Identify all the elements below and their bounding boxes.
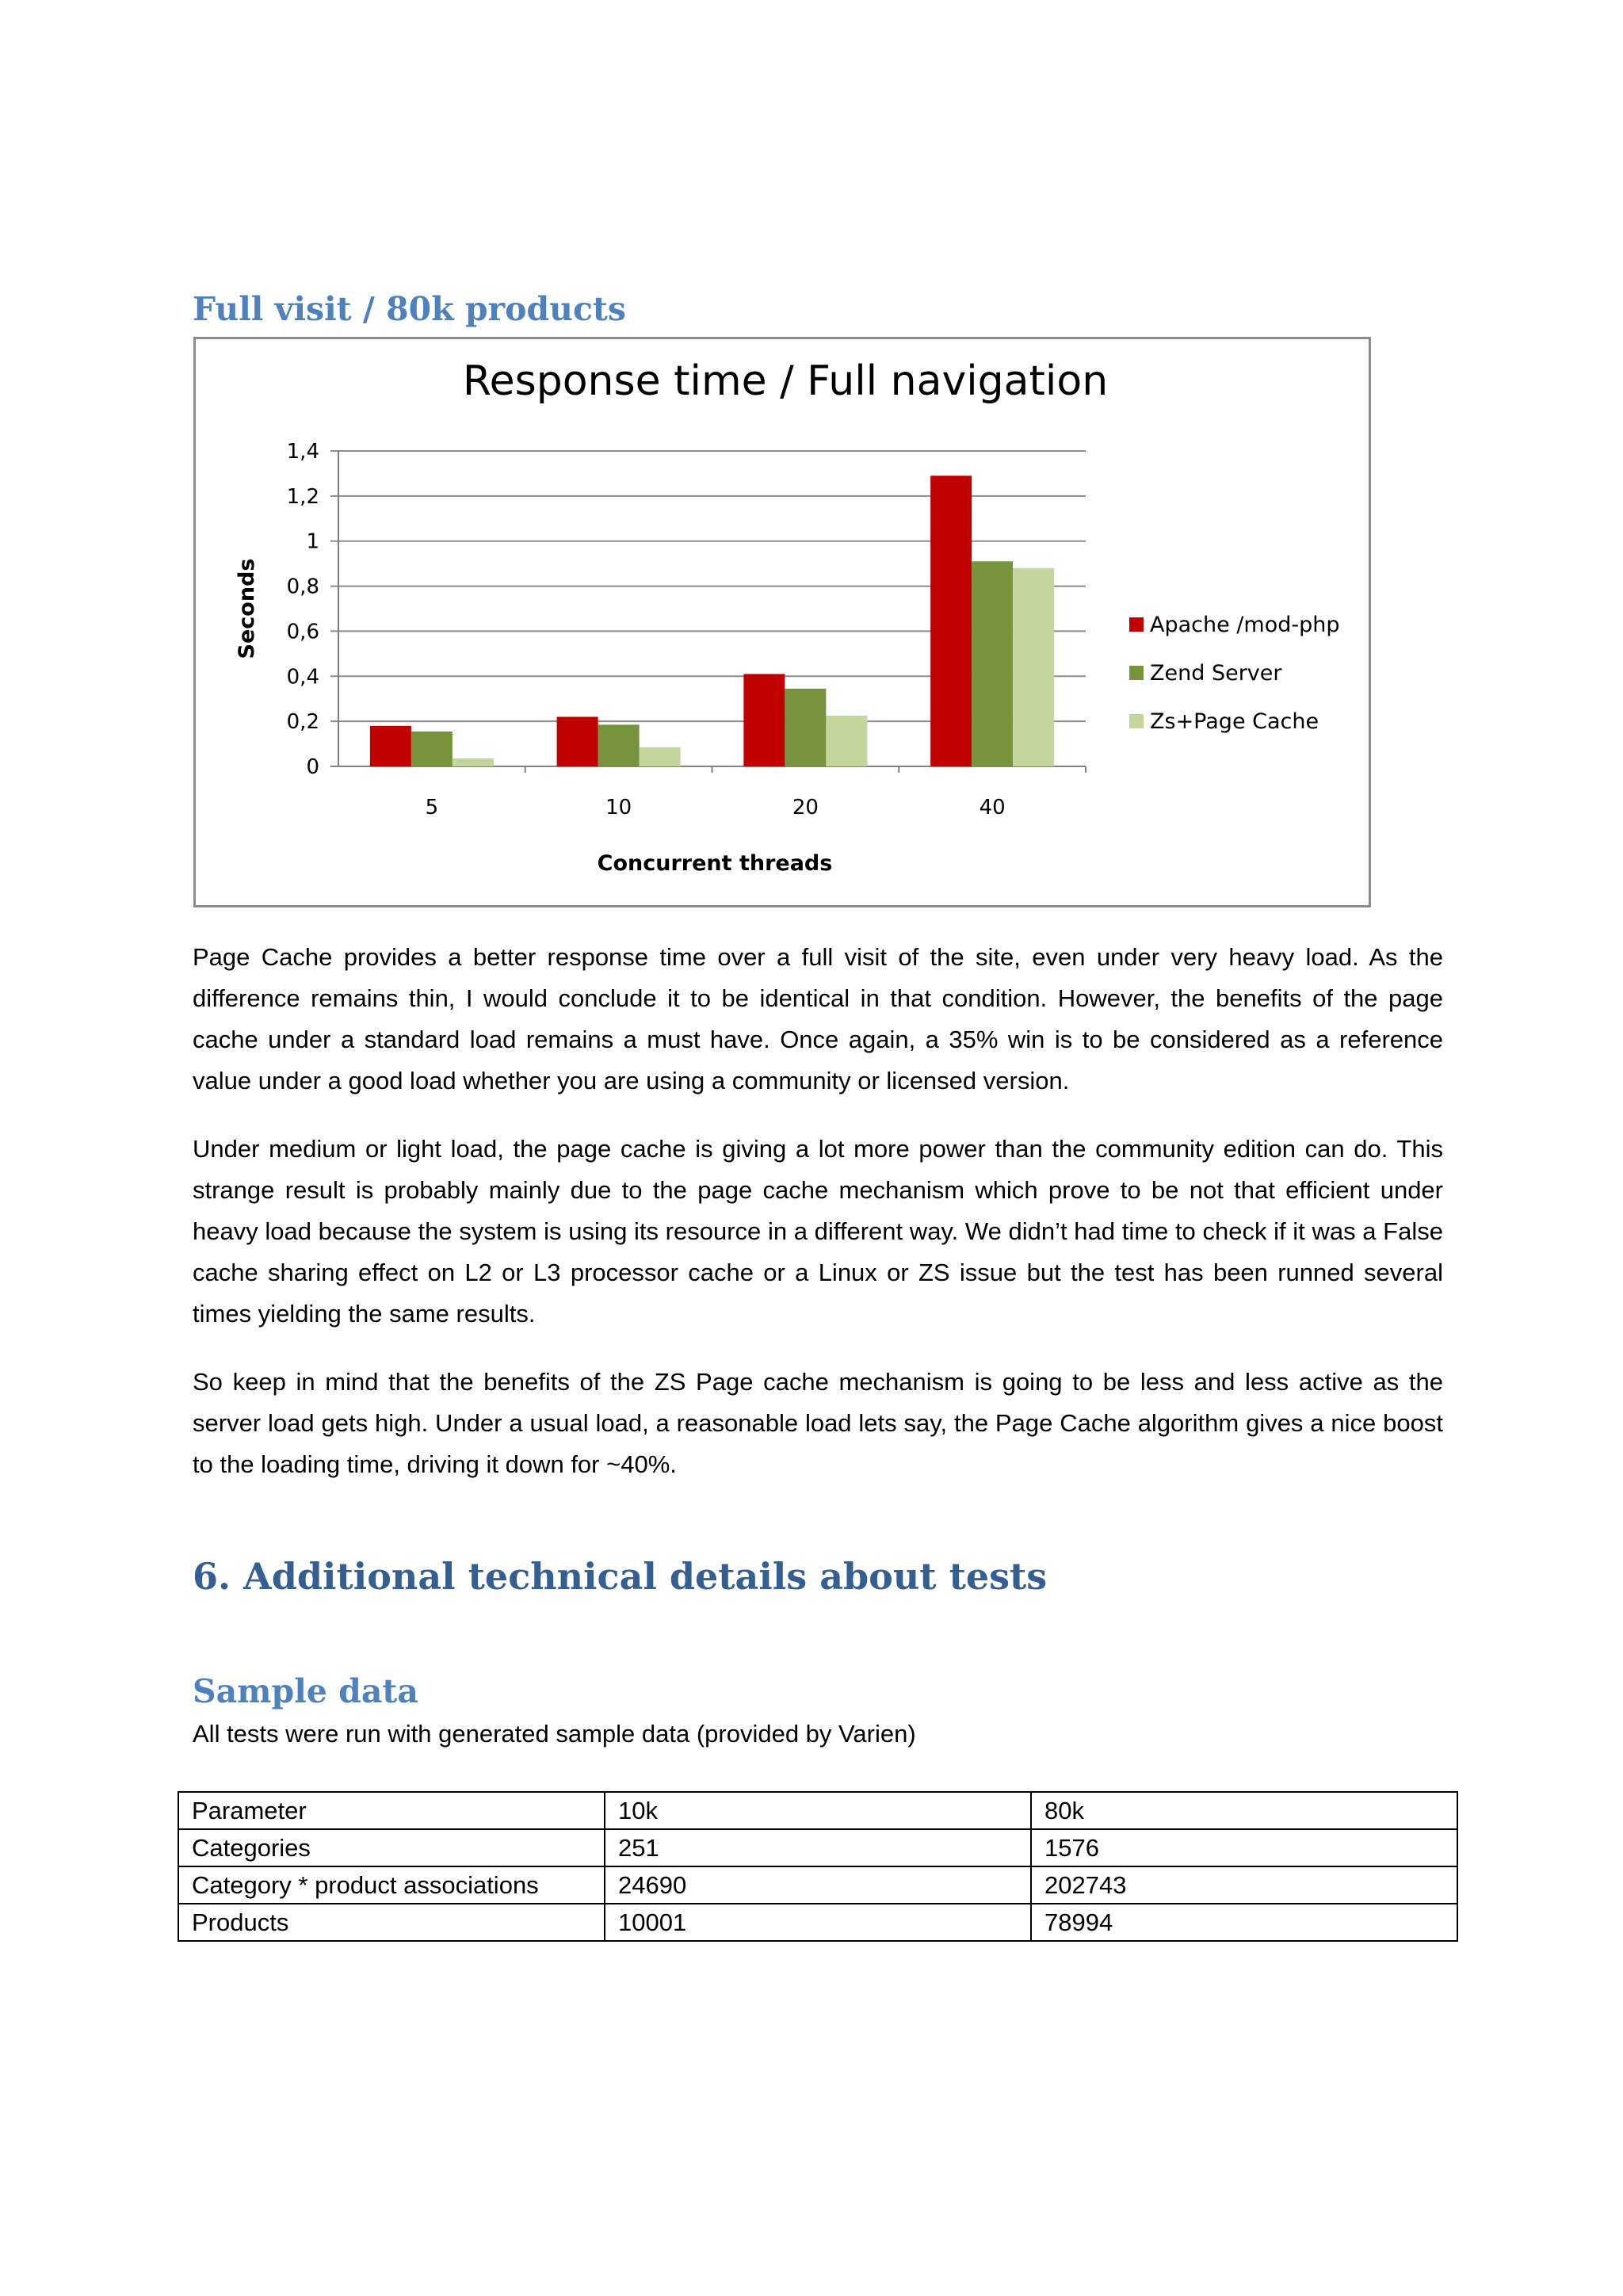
table-cell: 10k <box>605 1792 1031 1829</box>
bar <box>370 726 411 766</box>
response-time-chart <box>196 339 1369 905</box>
bar <box>453 758 494 766</box>
table-cell: Parameter <box>178 1792 605 1829</box>
y-tick-label: 0 <box>306 755 319 779</box>
bar <box>557 716 598 766</box>
bar <box>598 724 640 766</box>
y-tick-label: 0,6 <box>286 620 319 644</box>
table-cell: 1576 <box>1031 1829 1457 1866</box>
y-tick-label: 0,8 <box>286 575 319 599</box>
paragraph-1: Page Cache provides a better response time over a full visit of the site, even under very heavy load. As the difference remains thin, I would conclude it to be identical in that condition. However, the benefits of the page cache under a standard load remains a must have. Once again, a 35% win is to be considered as a reference value under a good load whether you are using a community or licensed version. <box>193 943 1443 1095</box>
bar <box>743 674 785 766</box>
table-row <box>178 1904 1457 1941</box>
x-tick-label: 40 <box>979 796 1006 819</box>
sample-data-intro: All tests were run with generated sample data (provided by Varien) <box>193 1720 916 1748</box>
table-cell: 251 <box>605 1829 1031 1866</box>
x-tick-label: 5 <box>425 796 439 819</box>
x-tick-label: 10 <box>605 796 632 819</box>
table-cell: Products <box>178 1904 605 1941</box>
table-cell: 10001 <box>605 1904 1031 1941</box>
bar <box>930 476 972 766</box>
table-row <box>178 1792 1457 1829</box>
table-cell: Category * product associations <box>178 1866 605 1904</box>
chart-title: Response time / Full navigation <box>462 357 1109 405</box>
bar <box>1013 568 1054 766</box>
legend-swatch <box>1129 617 1144 632</box>
table-cell: 202743 <box>1031 1866 1457 1904</box>
table-cell: Categories <box>178 1829 605 1866</box>
y-tick-label: 1,4 <box>286 440 319 464</box>
paragraph-2: Under medium or light load, the page cache is giving a lot more power than the community edition can do. This strange result is probably mainly due to the page cache mechanism which prove to be not that efficient under heavy load because the system is using its resource in a different way. We didn’t had time to check if it was a False cache sharing effect on L2 or L3 processor cache or a Linux or ZS issue but the test has been runned several times yielding the same results. <box>193 1135 1443 1328</box>
bar <box>972 561 1013 766</box>
table-cell: 78994 <box>1031 1904 1457 1941</box>
table-row <box>178 1829 1457 1866</box>
sample-data-title: Sample data <box>193 1672 418 1710</box>
y-tick-label: 1,2 <box>286 484 319 509</box>
legend-swatch <box>1129 666 1144 680</box>
chart-frame <box>193 337 1371 907</box>
table-cell: 24690 <box>605 1866 1031 1904</box>
sample-data-table <box>178 1791 1458 1942</box>
x-axis-label: Concurrent threads <box>597 851 833 876</box>
y-tick-label: 0,2 <box>286 710 319 735</box>
paragraph-3: So keep in mind that the benefits of the ZS Page cache mechanism is going to be less and less active as the server load gets high. Under a usual load, a reasonable load lets say, the Page Cache algorithm gives a nice boost to the loading time, driving it down for ~40%. <box>193 1368 1443 1478</box>
legend-label: Zs+Page Cache <box>1150 709 1319 734</box>
y-axis-label: Seconds <box>235 558 259 659</box>
y-tick-label: 1 <box>306 529 319 554</box>
heading-additional-details: 6. Additional technical details about tests <box>193 1555 1048 1598</box>
bar <box>826 716 867 766</box>
y-tick-label: 0,4 <box>286 665 319 690</box>
section-title: Full visit / 80k products <box>193 290 626 328</box>
bar <box>411 732 453 766</box>
x-tick-label: 20 <box>792 796 819 819</box>
bar <box>640 747 681 766</box>
table-row <box>178 1866 1457 1904</box>
legend-label: Apache /mod-php <box>1150 613 1340 637</box>
bar <box>785 689 826 766</box>
table-cell: 80k <box>1031 1792 1457 1829</box>
legend-swatch <box>1129 714 1144 728</box>
legend-label: Zend Server <box>1150 661 1282 686</box>
